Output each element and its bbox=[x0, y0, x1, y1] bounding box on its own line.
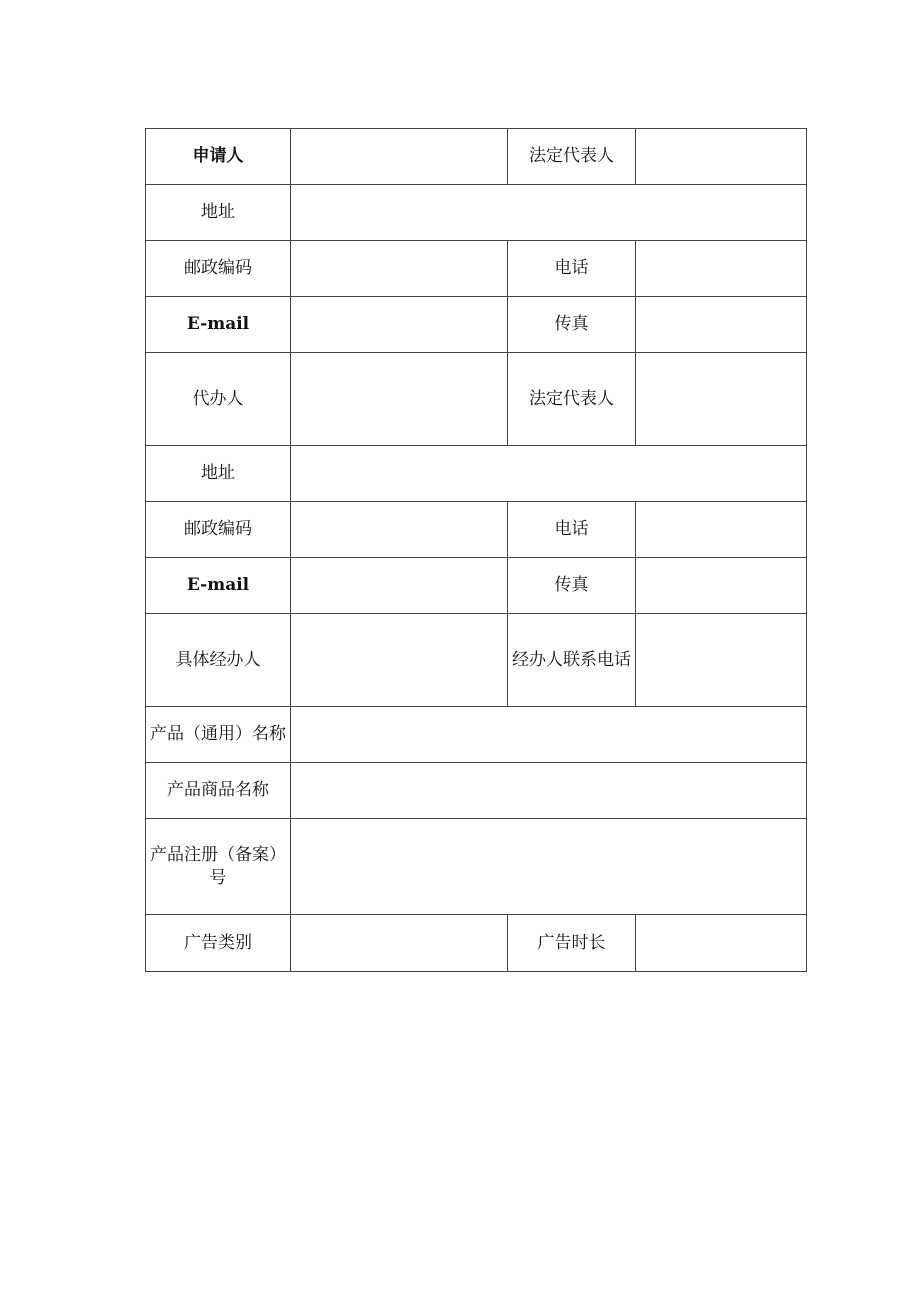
applicant-fax-label: 传真 bbox=[508, 297, 636, 353]
agent-address-label: 地址 bbox=[146, 446, 291, 502]
agent-address-row bbox=[146, 446, 807, 502]
product-trade-name-label: 产品商品名称 bbox=[146, 763, 291, 819]
product-trade-name-row bbox=[146, 763, 807, 819]
agent-legal-rep-label: 法定代表人 bbox=[508, 353, 636, 446]
agent-label: 代办人 bbox=[146, 353, 291, 446]
agent-address-field[interactable] bbox=[291, 446, 807, 502]
agent-phone-label: 电话 bbox=[508, 502, 636, 558]
applicant-email-row bbox=[146, 297, 807, 353]
product-registration-label: 产品注册（备案）号 bbox=[146, 819, 291, 915]
ad-category-field[interactable] bbox=[291, 915, 508, 972]
agent-fax-field[interactable] bbox=[636, 558, 807, 614]
agent-email-row bbox=[146, 558, 807, 614]
applicant-address-row bbox=[146, 185, 807, 241]
handler-name-field[interactable] bbox=[291, 614, 508, 707]
applicant-postcode-label: 邮政编码 bbox=[146, 241, 291, 297]
product-registration-field[interactable] bbox=[291, 819, 807, 915]
applicant-email-field[interactable] bbox=[291, 297, 508, 353]
application-form-table bbox=[145, 128, 807, 972]
agent-postcode-field[interactable] bbox=[291, 502, 508, 558]
applicant-contact-row bbox=[146, 241, 807, 297]
applicant-address-field[interactable] bbox=[291, 185, 807, 241]
product-generic-name-label: 产品（通用）名称 bbox=[146, 707, 291, 763]
applicant-row bbox=[146, 129, 807, 185]
agent-contact-row bbox=[146, 502, 807, 558]
applicant-legal-rep-label: 法定代表人 bbox=[508, 129, 636, 185]
applicant-phone-label: 电话 bbox=[508, 241, 636, 297]
applicant-name-field[interactable] bbox=[291, 129, 508, 185]
handler-label: 具体经办人 bbox=[146, 614, 291, 707]
applicant-phone-field[interactable] bbox=[636, 241, 807, 297]
ad-duration-field[interactable] bbox=[636, 915, 807, 972]
ad-category-label: 广告类别 bbox=[146, 915, 291, 972]
agent-row bbox=[146, 353, 807, 446]
applicant-address-label: 地址 bbox=[146, 185, 291, 241]
handler-phone-field[interactable] bbox=[636, 614, 807, 707]
agent-email-field[interactable] bbox=[291, 558, 508, 614]
agent-phone-field[interactable] bbox=[636, 502, 807, 558]
agent-name-field[interactable] bbox=[291, 353, 508, 446]
applicant-postcode-field[interactable] bbox=[291, 241, 508, 297]
agent-postcode-label: 邮政编码 bbox=[146, 502, 291, 558]
product-registration-row bbox=[146, 819, 807, 915]
handler-row bbox=[146, 614, 807, 707]
agent-legal-rep-field[interactable] bbox=[636, 353, 807, 446]
ad-duration-label: 广告时长 bbox=[508, 915, 636, 972]
agent-email-label: E-mail bbox=[146, 558, 291, 614]
applicant-legal-rep-field[interactable] bbox=[636, 129, 807, 185]
handler-phone-label: 经办人联系电话 bbox=[508, 614, 636, 707]
agent-fax-label: 传真 bbox=[508, 558, 636, 614]
product-generic-name-field[interactable] bbox=[291, 707, 807, 763]
product-generic-name-row bbox=[146, 707, 807, 763]
applicant-email-label: E-mail bbox=[146, 297, 291, 353]
applicant-fax-field[interactable] bbox=[636, 297, 807, 353]
product-trade-name-field[interactable] bbox=[291, 763, 807, 819]
applicant-label: 申请人 bbox=[146, 129, 291, 185]
advertisement-row bbox=[146, 915, 807, 972]
